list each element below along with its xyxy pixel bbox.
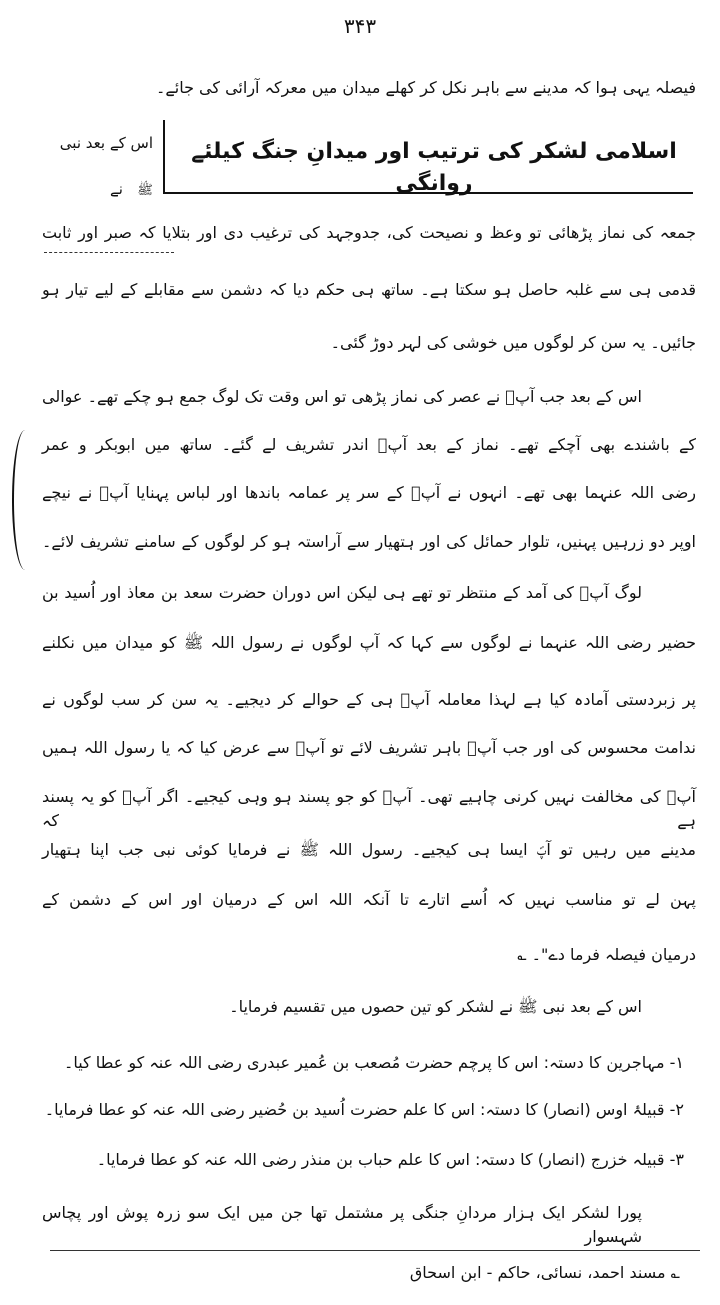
page-number: ۳۴۳ — [343, 14, 377, 38]
body-line: رضی اللہ عنہما بھی تھے۔ انہوں نے آپؐ کے سر پر عمامہ باندھا اور لباس پہنایا آپؐ نے نیچے — [42, 483, 696, 502]
list-item: ۲- قبیلۂ اوس (انصار) کا دستہ: اس کا علم حضرت اُسید بن حُضیر رضی اللہ عنہ کو عطا فرمایا۔ — [44, 1100, 684, 1119]
body-line: درمیان فیصلہ فرما دے"۔ ؎ — [517, 945, 696, 964]
body-line: پورا لشکر ایک ہزار مردانِ جنگی پر مشتمل تھا جن میں ایک سو زرہ پوش اور پچاس شہسوار — [42, 1203, 642, 1246]
body-line: ندامت محسوس کی اور جب آپؐ باہر تشریف لائے تو آپؐ سے عرض کیا کہ یا رسول اللہ ہمیں — [42, 738, 696, 757]
body-line: جائیں۔ یہ سن کر لوگوں میں خوشی کی لہر دوڑ گئی۔ — [330, 333, 696, 352]
side-text-line1: اس کے بعد نبی — [59, 134, 153, 152]
body-line: کے باشندے بھی آچکے تھے۔ نماز کے بعد آپؐ اندر تشریف لے گئے۔ ساتھ میں ابوبکر و عمر — [42, 435, 696, 454]
body-line: مدینے میں رہیں تو آپؐ ایسا ہی کیجیے۔ رسول اللہ ﷺ نے فرمایا کوئی نبی جب اپنا ہتھیار — [42, 840, 696, 859]
body-line: اس کے بعد نبی ﷺ نے لشکر کو تین حصوں میں تقسیم فرمایا۔ — [229, 997, 642, 1016]
list-item: ۱- مہاجرین کا دستہ: اس کا پرچم حضرت مُصعب بن عُمیر عبدری رضی اللہ عنہ کو عطا کیا۔ — [63, 1053, 684, 1072]
body-line: آپؐ کی مخالفت نہیں کرنی چاہیے تھی۔ آپؐ کو جو پسند ہو وہی کیجیے۔ اگر آپؐ کو یہ پسند ہے کہ — [42, 787, 696, 830]
body-line: جمعہ کی نماز پڑھائی تو وعظ و نصیحت کی، جدوجہد کی ترغیب دی اور بتلایا کہ صبر اور ثابت — [42, 223, 696, 242]
body-line: اوپر دو زرہیں پہنیں، تلوار حمائل کی اور ہتھیار سے آراستہ ہو کر لوگوں کے سامنے تشریف لائے۔ — [42, 532, 696, 551]
footnote-rule — [50, 1250, 700, 1251]
body-line: قدمی ہی سے غلبہ حاصل ہو سکتا ہے۔ ساتھ ہی حکم دیا کہ دشمن سے مقابلے کے لیے تیار ہو — [42, 280, 696, 299]
side-text-line2 — [38, 176, 153, 204]
chapter-heading: اسلامی لشکر کی ترتیب اور میدانِ جنگ کیلئے روانگی — [191, 139, 677, 196]
heading-box — [163, 120, 693, 194]
body-line: لوگ آپؐ کی آمد کے منتظر تو تھے ہی لیکن اس دوران حضرت سعد بن معاذ اور اُسید بن — [42, 583, 642, 602]
underline-mark — [44, 252, 174, 253]
side-text-honorific: ﷺ — [137, 183, 153, 198]
body-line: اس کے بعد جب آپؐ نے عصر کی نماز پڑھی تو اس وقت تک لوگ جمع ہو چکے تھے۔ عوالی — [42, 387, 642, 406]
body-line: پہن لے تو مناسب نہیں کہ اُسے اتارے تا آنکہ اللہ اس کے درمیان اور اس کے دشمن کے — [42, 890, 696, 909]
footnote: ؎ مسند احمد، نسائی، حاکم - ابن اسحاق — [409, 1263, 680, 1282]
body-line: حضیر رضی اللہ عنہما نے لوگوں سے کہا کہ آپ لوگوں نے رسول اللہ ﷺ کو میدان میں نکلنے — [42, 633, 696, 652]
margin-bracket — [12, 430, 38, 570]
list-item: ۳- قبیلہ خزرج (انصار) کا دستہ: اس کا علم حباب بن منذر رضی اللہ عنہ کو عطا فرمایا۔ — [96, 1150, 684, 1169]
body-line: پر زبردستی آمادہ کیا ہے لہذا معاملہ آپؐ ہی کے حوالے کر دیجیے۔ یہ سن کر سب لوگوں نے — [42, 690, 696, 709]
side-text-ne: نے — [110, 180, 123, 198]
intro-line: فیصلہ یہی ہوا کہ مدینے سے باہر نکل کر کھلے میدان میں معرکہ آرائی کی جائے۔ — [155, 78, 696, 97]
